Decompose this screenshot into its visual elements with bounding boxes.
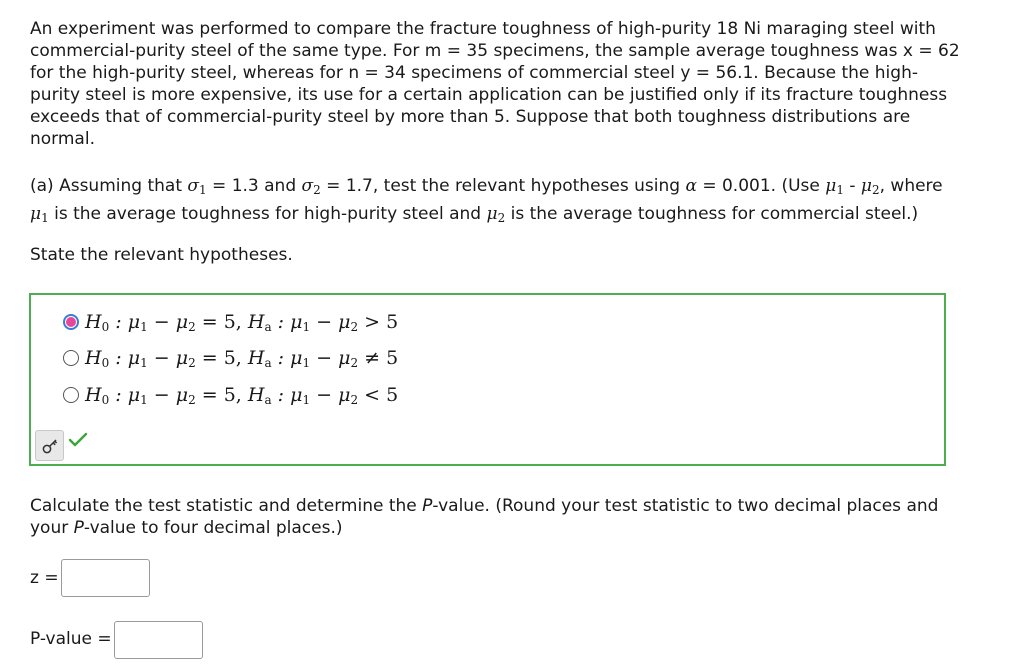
checkmark-icon — [68, 432, 88, 448]
hypothesis-option-not-equal[interactable] — [63, 343, 398, 373]
radio-button-selected[interactable] — [63, 314, 79, 330]
p-value-label: P-value = — [30, 629, 112, 649]
z-label: z = — [30, 568, 59, 588]
state-hypotheses-prompt: State the relevant hypotheses. — [30, 245, 293, 265]
hypothesis-option-label: $H_0$ : $\mu_1 - \mu_2 = 5$, $H_a$ : $\mu_1 - \mu_2 < 5$ — [85, 384, 399, 407]
p-value-input[interactable] — [114, 621, 203, 659]
hypothesis-option-less[interactable] — [63, 380, 398, 410]
hypothesis-option-greater[interactable] — [63, 307, 398, 337]
radio-button[interactable] — [63, 350, 79, 366]
radio-button[interactable] — [63, 387, 79, 403]
calculate-prompt: Calculate the test statistic and determine the P-value. (Round your test statistic to two decimal places and your P-value to four decimal places.) — [30, 496, 939, 538]
problem-intro: An experiment was performed to compare the fracture toughness of high-purity 18 Ni maraging steel with commercial-purity steel of the same type. For m = 35 specimens, the sample average toughness was x = 62 for the high-purity steel, whereas for n = 34 specimens of commercial steel y = 56.1. Because the high-purity steel is more expensive, its use for a certain application can be justified only if its fracture toughness exceeds that of commercial-purity steel by more than 5. Suppose that both toughness distributions are normal. — [30, 19, 960, 149]
hypothesis-option-label: $H_0$ : $\mu_1 - \mu_2 = 5$, $H_a$ : $\mu_1 - \mu_2 \ne 5$ — [85, 347, 399, 370]
hypothesis-option-label: $H_0$ : $\mu_1 - \mu_2 = 5$, $H_a$ : $\mu_1 - \mu_2 > 5$ — [85, 311, 399, 334]
part-a-prompt: (a) Assuming that $\sigma_1 = 1.3$ and $\sigma_2 = 1.7$, test the relevant hypotheses using α = 0.001. (Use $\mu_1 - \mu_2$, where $\mu_1$ is the average toughness for high-purity steel and $\mu_2$ is the average toughness for commercial steel.) — [30, 176, 943, 225]
z-input[interactable] — [61, 559, 150, 597]
hypotheses-answer-box — [29, 293, 946, 466]
key-icon — [41, 437, 59, 455]
key-button[interactable] — [35, 430, 64, 461]
